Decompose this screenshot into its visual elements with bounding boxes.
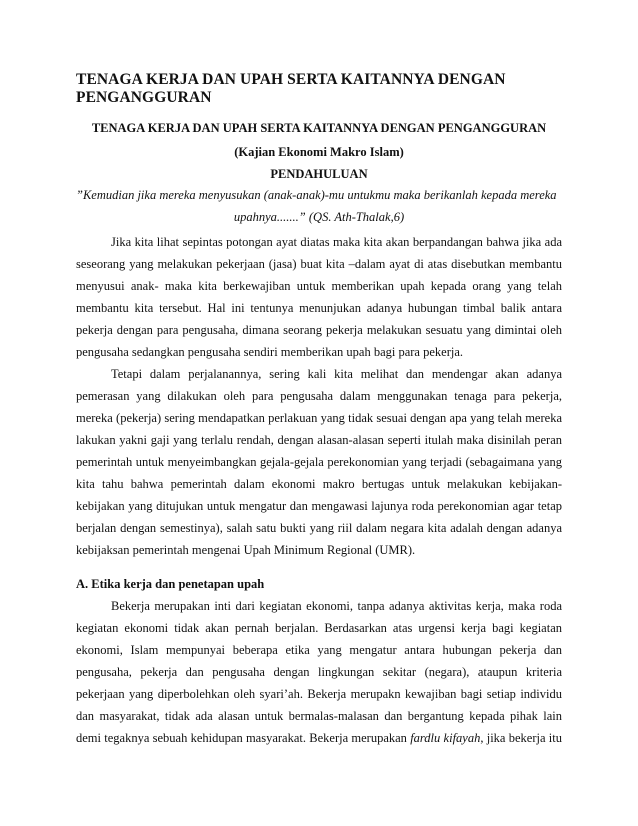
document-title-line-2: PENGANGGURAN <box>76 89 212 106</box>
paragraph-2-line: berjalan dengan semestinya), salah satu bukti yang riil dalam negara kita adalah dengan adanya <box>76 521 562 535</box>
paragraph-1-line: pekerja dengan para pengusaha, dimana seorang pekerja melakukan sesuatu yang dimintai oleh <box>76 323 562 337</box>
paragraph-3-text: demi tegaknya sebuah kehidupan masyarakat. Bekerja merupakan <box>76 731 411 745</box>
paragraph-2-line: kebijaksan pemerintah mengenai Upah Minimum Regional (UMR). <box>76 543 416 557</box>
section-a-heading: A. Etika kerja dan penetapan upah <box>76 577 265 591</box>
quote-line-2: upahnya.......” (QS. Ath-Thalak,6) <box>233 210 405 224</box>
paragraph-2-line: kebijakan yang ditujukan untuk mengatur dan mengawasi lajunya roda perekonomian agar tetap <box>76 499 562 513</box>
document-title-line-1: TENAGA KERJA DAN UPAH SERTA KAITANNYA DENGAN <box>76 71 506 88</box>
quote-line-1: ”Kemudian jika mereka menyusukan (anak-anak)-mu untukmu maka berikanlah kepada mereka <box>76 188 557 202</box>
paragraph-2-line: mereka (pekerja) sering mendapatkan perlakuan yang tidak sesuai dengan apa yang telah mereka <box>76 411 562 425</box>
paragraph-3-line: pekerjaan yang diperbolehkan oleh syari’ah. Bekerja merupakn kewajiban bagi setiap individu <box>76 687 562 701</box>
paragraph-3-line: pengusaha, pekerja dan pengusaha dengan lingkungan sekitar (negara), ataupun kriteria <box>76 665 562 679</box>
document-title <box>76 71 546 107</box>
paragraph-2-line: kita tahu bahwa pemerintah dalam ekonomi makro bertugas untuk melakukan kebijakan- <box>76 477 562 491</box>
document-subtitle-2: (Kajian Ekonomi Makro Islam) <box>234 145 404 159</box>
paragraph-2-line: lakukan yakni gaji yang terlalu rendah, dengan alasan-alasan seperti itulah maka disinilah peran <box>76 433 562 447</box>
paragraph-2-line: Tetapi dalam perjalanannya, sering kali kita melihat dan mendengar akan adanya <box>111 367 562 381</box>
paragraph-3-line-last <box>76 730 562 746</box>
paragraph-3-line: ekonomi, Islam mempunyai beberapa etika yang mengatur antara hubungan pekerja dan <box>76 643 562 657</box>
paragraph-1-line: pengusaha sedangkan pengusaha sendiri memberikan upah bagi para pekerja. <box>76 345 464 359</box>
paragraph-2-line: pemerintah untuk menyeimbangkan gejala-gejala perekonomian yang terjadi (sebagaimana yang <box>76 455 562 469</box>
paragraph-1-line: menyusui anak- maka kita berkewajiban untuk memberikan upah kepada orang yang telah <box>76 279 562 293</box>
paragraph-3-emphasis: fardlu kifayah <box>410 731 481 745</box>
paragraph-2-line: pemerasan yang dilakukan oleh para pengusaha dalam menggunakan tenaga para pekerja, <box>76 389 562 403</box>
document-subtitle: TENAGA KERJA DAN UPAH SERTA KAITANNYA DENGAN PENGANGGURAN <box>91 121 547 135</box>
paragraph-3-text-end: , jika bekerja itu <box>480 731 562 745</box>
section-heading-pendahuluan: PENDAHULUAN <box>270 167 368 181</box>
paragraph-3-line: kegiatan ekonomi tidak akan pernah berjalan. Berdasarkan atas urgensi kerja bagi kegiatan <box>76 621 562 635</box>
paragraph-1-line: membantu kita tersebut. Hal ini tentunya menunjukan adanya hubungan timbal balik antara <box>76 301 562 315</box>
paragraph-3-line: dan masyarakat, tidak ada alasan untuk bermalas-malasan dan bergantung kepada pihak lain <box>76 709 562 723</box>
paragraph-3-line: Bekerja merupakan inti dari kegiatan ekonomi, tanpa adanya aktivitas kerja, maka roda <box>111 599 562 613</box>
paragraph-1-line: seseorang yang melakukan pekerjaan (jasa) buat kita –dalam ayat di atas disebutkan membantu <box>76 257 562 271</box>
paragraph-1-line: Jika kita lihat sepintas potongan ayat diatas maka kita akan berpandangan bahwa jika ada <box>111 235 562 249</box>
